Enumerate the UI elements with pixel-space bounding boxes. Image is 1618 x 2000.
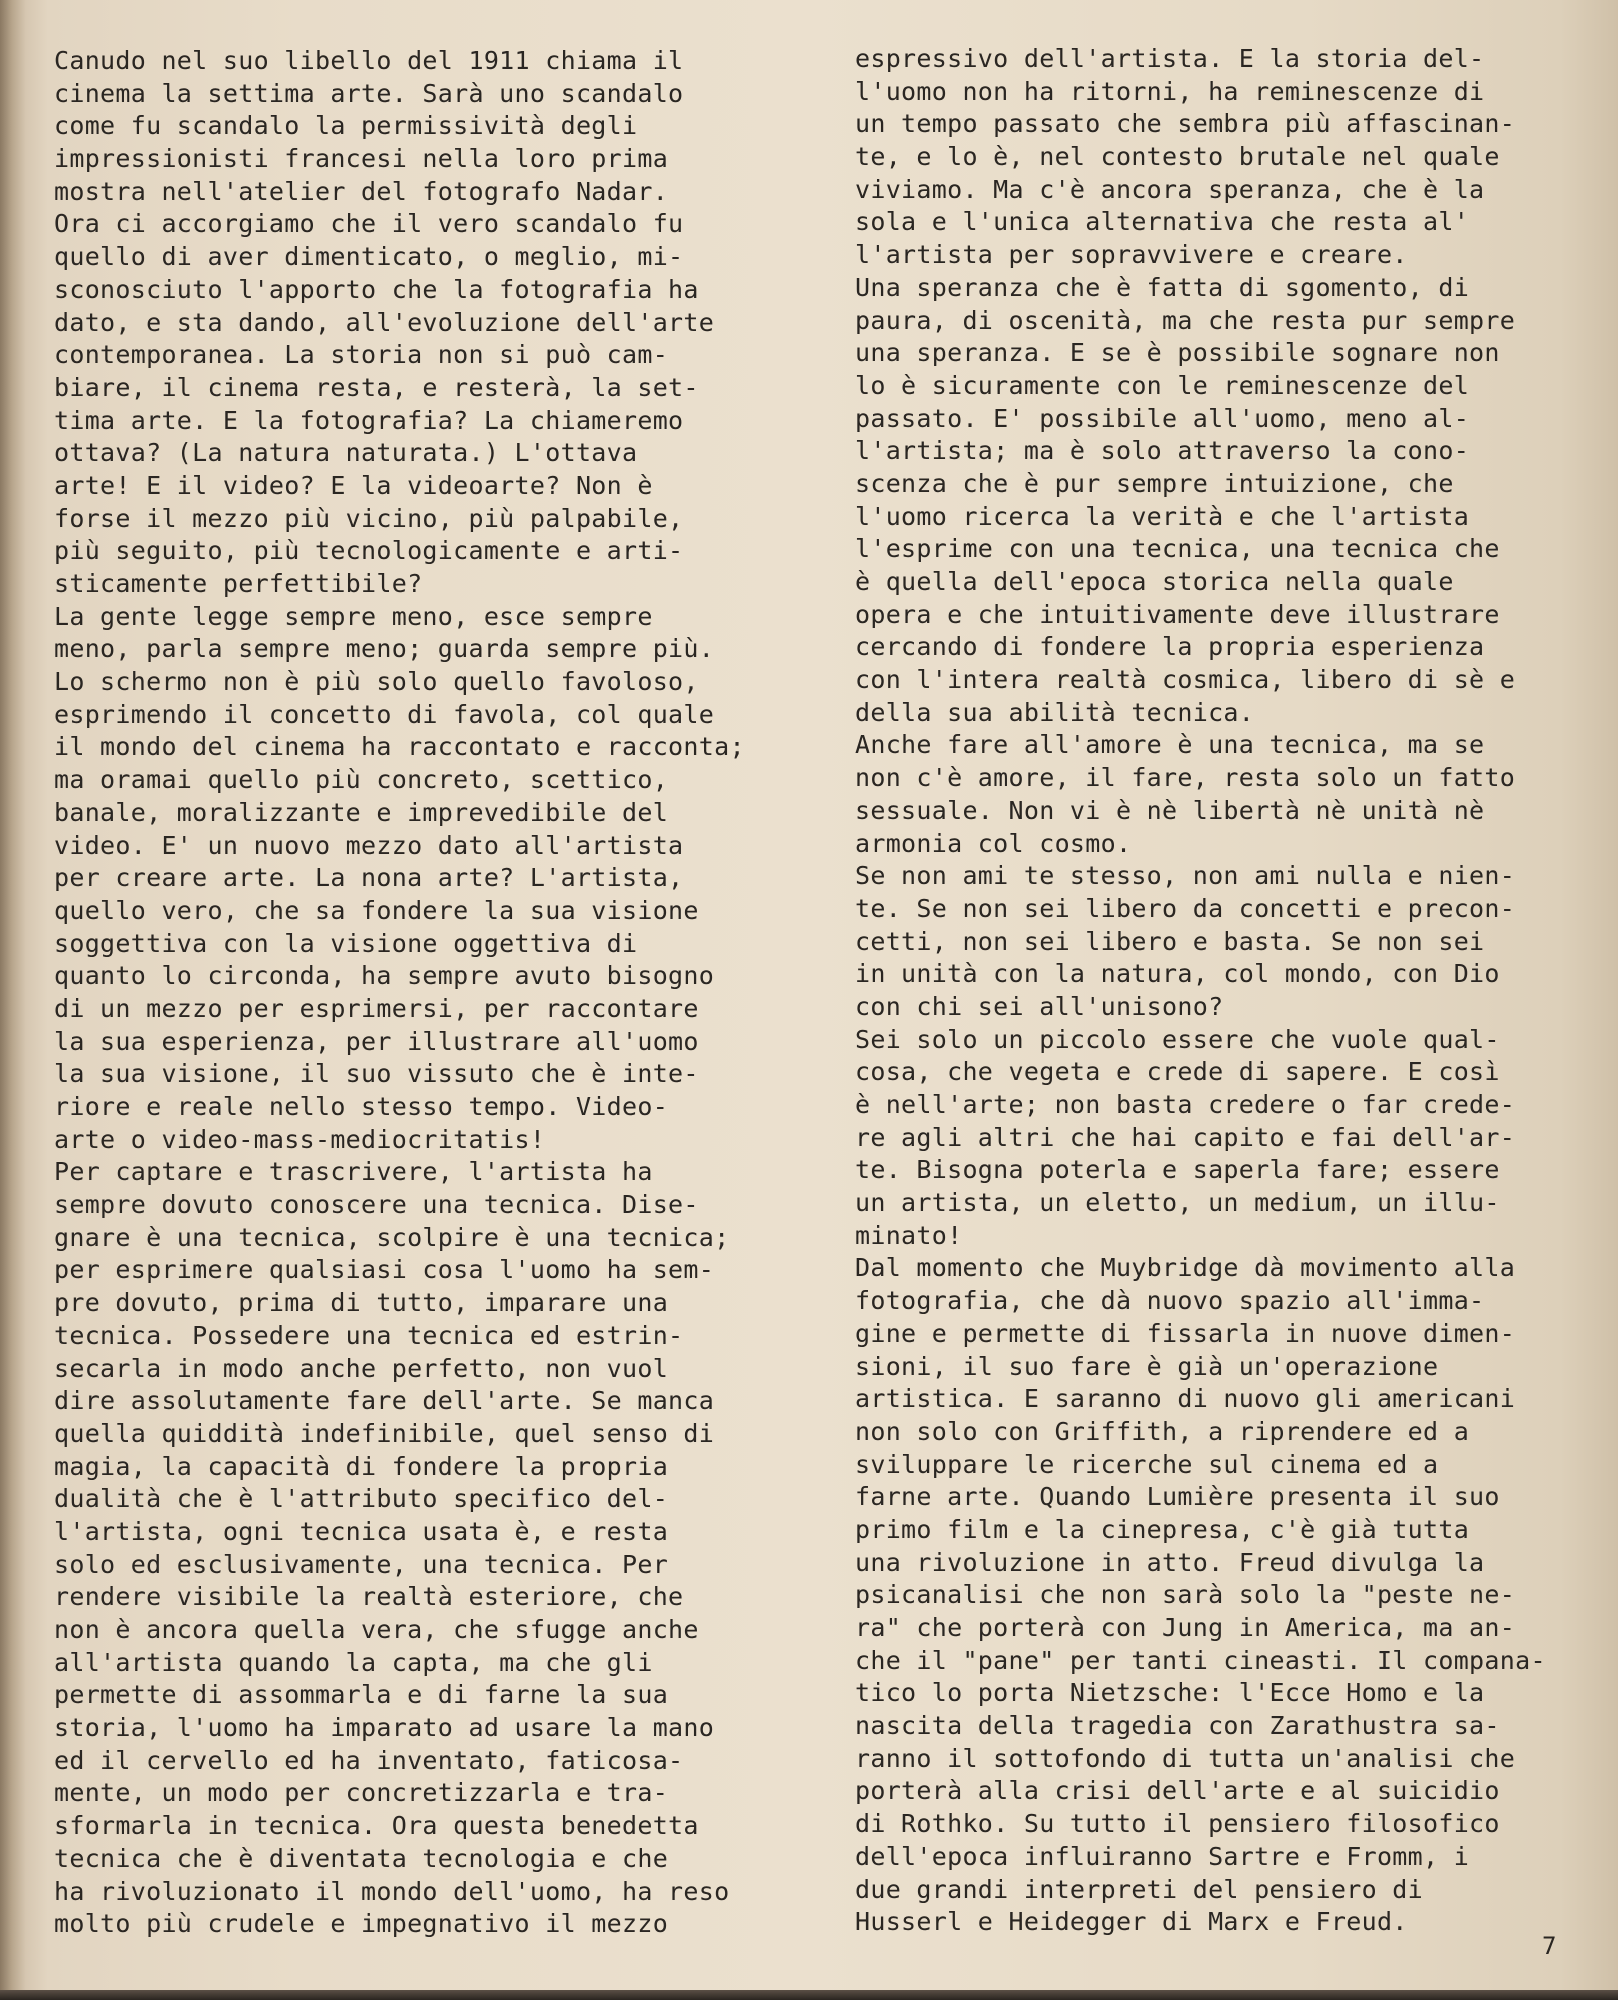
text-line: fotografia, che dà nuovo spazio all'imma-	[855, 1286, 1485, 1316]
text-line: solo ed esclusivamente, una tecnica. Per	[54, 1549, 669, 1579]
text-line: il mondo del cinema ha raccontato e racconta;	[54, 732, 745, 762]
text-line: sessuale. Non vi è nè libertà nè unità nè	[855, 795, 1485, 825]
text-line: riore e reale nello stesso tempo. Video-	[54, 1092, 669, 1121]
text-line: viviamo. Ma c'è ancora speranza, che è la	[855, 174, 1485, 204]
text-line: di un mezzo per esprimersi, per raccontare	[54, 993, 699, 1023]
text-line: non è ancora quella vera, che sfugge anche	[54, 1615, 699, 1644]
text-line: Husserl e Heidegger di Marx e Freud.	[855, 1907, 1408, 1937]
text-line: minato!	[855, 1220, 963, 1250]
text-line: della sua abilità tecnica.	[855, 697, 1255, 727]
text-line: l'artista, ogni tecnica usata è, e resta	[54, 1516, 669, 1546]
text-line: video. E' un nuovo mezzo dato all'artista	[54, 830, 684, 860]
page-bottom-edge	[0, 1990, 1618, 2000]
text-line: te, e lo è, nel contesto brutale nel quale	[855, 142, 1500, 172]
text-line: arte! E il video? E la videoarte? Non è	[54, 470, 653, 500]
text-line: non c'è amore, il fare, resta solo un fatto	[855, 763, 1516, 793]
text-line: cetti, non sei libero e basta. Se non sei	[855, 926, 1485, 956]
text-line: mostra nell'atelier del fotografo Nadar.	[54, 176, 669, 206]
text-line: gine e permette di fissarla in nuove dimen-	[855, 1318, 1516, 1348]
text-line: l'uomo non ha ritorni, ha reminescenze di	[855, 76, 1485, 106]
text-line: ma oramai quello più concreto, scettico,	[54, 765, 669, 795]
text-line: dell'epoca influiranno Sartre e Fromm, i	[855, 1841, 1470, 1871]
text-line: te. Bisogna poterla e saperla fare; essere	[855, 1155, 1500, 1185]
text-line: rendere visibile la realtà esteriore, che	[54, 1582, 684, 1612]
text-line: Dal momento che Muybridge dà movimento alla	[855, 1253, 1516, 1283]
text-line: due grandi interpreti del pensiero di	[855, 1874, 1423, 1904]
text-line: cercando di fondere la propria esperienza	[855, 632, 1485, 662]
text-line: l'uomo ricerca la verità e che l'artista	[855, 501, 1470, 531]
text-line: sioni, il suo fare è già un'operazione	[855, 1351, 1439, 1381]
text-line: con chi sei all'unisono?	[855, 991, 1224, 1021]
text-line: è nell'arte; non basta credere o far crede-	[855, 1090, 1516, 1119]
text-line: dire assolutamente fare dell'arte. Se manca	[54, 1386, 715, 1416]
text-line: tecnica che è diventata tecnologia e che	[54, 1843, 669, 1873]
text-line: quello di aver dimenticato, o meglio, mi-	[54, 242, 684, 272]
text-line: Canudo nel suo libello del 1911 chiama il	[54, 46, 684, 75]
text-line: Sei solo un piccolo essere che vuole qual-	[855, 1024, 1500, 1054]
text-line: La gente legge sempre meno, esce sempre	[54, 601, 653, 631]
text-line: una rivoluzione in atto. Freud divulga la	[855, 1547, 1485, 1577]
text-line: meno, parla sempre meno; guarda sempre più.	[54, 634, 715, 664]
text-line: espressivo dell'artista. E la storia del-	[855, 44, 1485, 73]
text-line: artistica. E saranno di nuovo gli americani	[855, 1384, 1516, 1414]
text-line: farne arte. Quando Lumière presenta il suo	[855, 1482, 1500, 1512]
text-line: opera e che intuitivamente deve illustrare	[855, 599, 1500, 629]
text-line: pre dovuto, prima di tutto, imparare una	[54, 1288, 669, 1318]
text-line: quanto lo circonda, ha sempre avuto bisogno	[54, 961, 715, 991]
text-line: biare, il cinema resta, e resterà, la set-	[54, 372, 699, 402]
text-line: per esprimere qualsiasi cosa l'uomo ha sem-	[54, 1255, 715, 1285]
text-line: quello vero, che sa fondere la sua visione	[54, 895, 699, 925]
text-line: soggettiva con la visione oggettiva di	[54, 928, 638, 958]
text-line: magia, la capacità di fondere la propria	[54, 1451, 669, 1481]
text-line: forse il mezzo più vicino, più palpabile,	[54, 503, 684, 533]
text-line: non solo con Griffith, a riprendere ed a	[855, 1416, 1470, 1446]
text-line: la sua visione, il suo vissuto che è inte-	[54, 1059, 699, 1089]
text-line: è quella dell'epoca storica nella quale	[855, 567, 1454, 596]
text-line: un artista, un eletto, un medium, un illu-	[855, 1188, 1500, 1218]
text-line: sformarla in tecnica. Ora questa benedetta	[54, 1811, 699, 1841]
text-line: Ora ci accorgiamo che il vero scandalo fu	[54, 209, 684, 239]
text-line: ed il cervello ed ha inventato, faticosa-	[54, 1745, 684, 1775]
text-line: te. Se non sei libero da concetti e precon-	[855, 893, 1516, 923]
text-line: l'esprime con una tecnica, una tecnica che	[855, 534, 1500, 564]
text-line: in unità con la natura, col mondo, con Dio	[855, 959, 1500, 989]
text-line: dato, e sta dando, all'evoluzione dell'arte	[54, 307, 715, 337]
text-line: tecnica. Possedere una tecnica ed estrin-	[54, 1320, 684, 1350]
text-line: lo è sicuramente con le reminescenze del	[855, 370, 1470, 400]
text-line: permette di assommarla e di farne la sua	[54, 1680, 669, 1710]
text-line: che il "pane" per tanti cineasti. Il compana-	[855, 1645, 1546, 1675]
right-text-column	[855, 43, 1575, 1939]
text-line: esprimendo il concetto di favola, col quale	[54, 699, 715, 729]
text-line: mente, un modo per concretizzarla e tra-	[54, 1778, 669, 1808]
text-line: per creare arte. La nona arte? L'artista,	[54, 863, 684, 893]
left-text-column	[54, 45, 794, 1941]
text-line: come fu scandalo la permissività degli	[54, 111, 638, 141]
text-line: più seguito, più tecnologicamente e arti-	[54, 536, 684, 566]
text-line: un tempo passato che sembra più affascinan-	[855, 109, 1516, 139]
text-line: tico lo porta Nietzsche: l'Ecce Homo e la	[855, 1678, 1485, 1708]
text-line: Anche fare all'amore è una tecnica, ma se	[855, 730, 1485, 760]
text-line: Per captare e trascrivere, l'artista ha	[54, 1157, 653, 1187]
text-line: cinema la settima arte. Sarà uno scandalo	[54, 78, 684, 108]
text-line: secarla in modo anche perfetto, non vuol	[54, 1353, 669, 1383]
text-line: di Rothko. Su tutto il pensiero filosofico	[855, 1809, 1500, 1839]
page-number: 7	[1542, 1932, 1557, 1960]
text-line: Se non ami te stesso, non ami nulla e nien-	[855, 861, 1516, 891]
text-line: nascita della tragedia con Zarathustra sa-	[855, 1711, 1500, 1741]
text-line: all'artista quando la capta, ma che gli	[54, 1647, 653, 1677]
text-line: sola e l'unica alternativa che resta al'	[855, 207, 1470, 237]
text-line: molto più crudele e impegnativo il mezzo	[54, 1909, 669, 1939]
text-line: contemporanea. La storia non si può cam-	[54, 340, 669, 370]
text-line: sticamente perfettibile?	[54, 569, 423, 598]
text-line: sviluppare le ricerche sul cinema ed a	[855, 1449, 1439, 1479]
text-line: primo film e la cinepresa, c'è già tutta	[855, 1514, 1470, 1544]
text-line: impressionisti francesi nella loro prima	[54, 144, 669, 174]
text-line: la sua esperienza, per illustrare all'uomo	[54, 1026, 699, 1056]
text-line: l'artista; ma è solo attraverso la cono-	[855, 436, 1470, 466]
text-line: psicanalisi che non sarà solo la "peste ne-	[855, 1580, 1516, 1610]
text-line: banale, moralizzante e imprevedibile del	[54, 797, 669, 827]
text-line: arte o video-mass-mediocritatis!	[54, 1124, 546, 1154]
text-line: ottava? (La natura naturata.) L'ottava	[54, 438, 638, 468]
text-line: una speranza. E se è possibile sognare non	[855, 338, 1500, 368]
text-line: quella quiddità indefinibile, quel senso di	[54, 1418, 715, 1448]
text-line: ra" che porterà con Jung in America, ma an-	[855, 1613, 1516, 1642]
text-line: tima arte. E la fotografia? La chiameremo	[54, 405, 684, 435]
text-line: dualità che è l'attributo specifico del-	[54, 1484, 669, 1514]
text-line: gnare è una tecnica, scolpire è una tecnica;	[54, 1222, 730, 1252]
text-line: sconosciuto l'apporto che la fotografia ha	[54, 274, 699, 304]
text-line: Lo schermo non è più solo quello favoloso,	[54, 667, 699, 697]
text-line: con l'intera realtà cosmica, libero di sè e	[855, 665, 1516, 695]
text-line: armonia col cosmo.	[855, 828, 1132, 858]
text-line: storia, l'uomo ha imparato ad usare la mano	[54, 1713, 715, 1743]
text-line: sempre dovuto conoscere una tecnica. Dise-	[54, 1190, 699, 1220]
text-line: Una speranza che è fatta di sgomento, di	[855, 272, 1470, 302]
text-line: ha rivoluzionato il mondo dell'uomo, ha reso	[54, 1876, 730, 1906]
text-line: paura, di oscenità, ma che resta pur sempre	[855, 305, 1516, 335]
text-line: scenza che è pur sempre intuizione, che	[855, 468, 1454, 498]
text-line: cosa, che vegeta e crede di sapere. E così	[855, 1057, 1500, 1087]
text-line: ranno il sottofondo di tutta un'analisi che	[855, 1743, 1516, 1773]
text-line: porterà alla crisi dell'arte e al suicidio	[855, 1776, 1500, 1806]
text-line: passato. E' possibile all'uomo, meno al-	[855, 403, 1470, 433]
text-line: l'artista per sopravvivere e creare.	[855, 240, 1408, 270]
text-line: re agli altri che hai capito e fai dell'ar-	[855, 1122, 1516, 1152]
